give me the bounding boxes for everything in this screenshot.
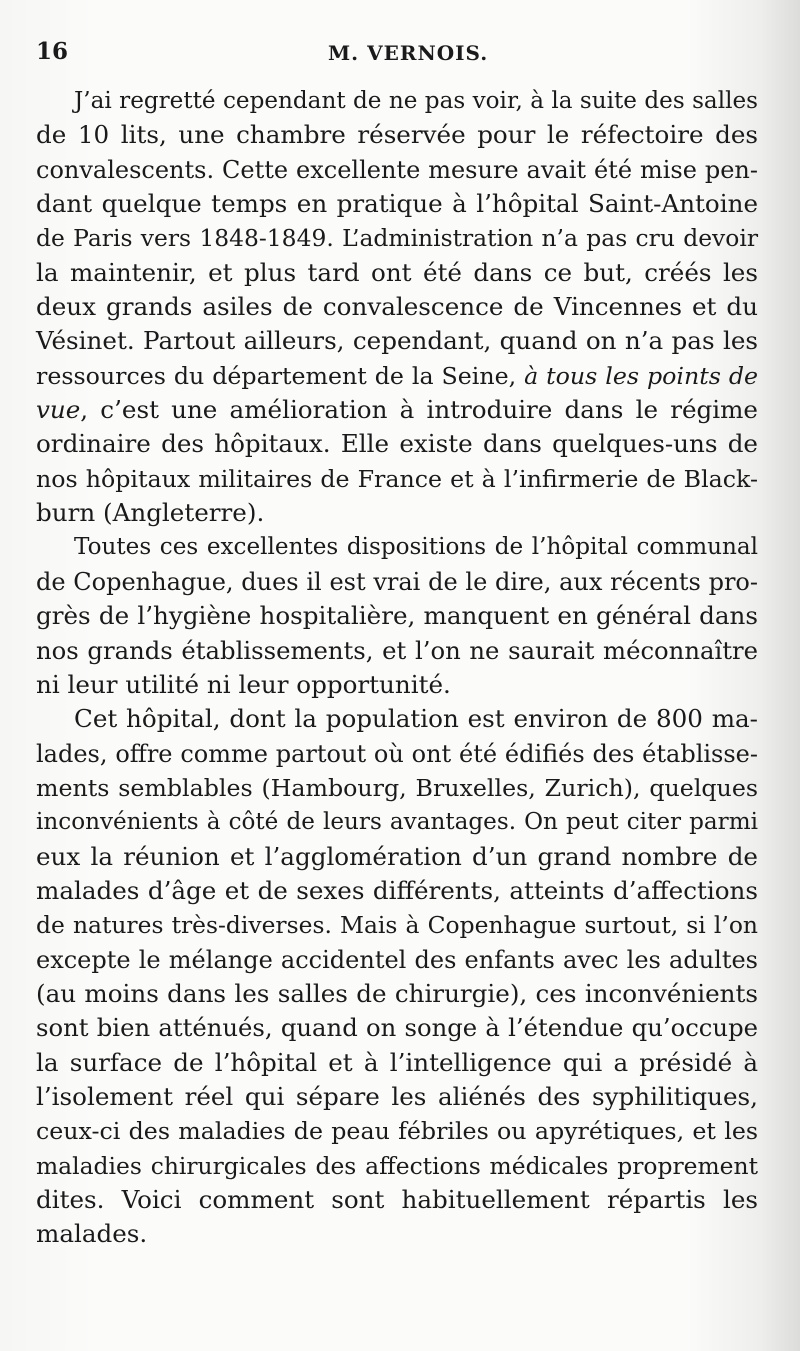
text-line: dant quelque temps en pratique à l’hôpital Saint-Antoine	[36, 189, 758, 219]
text-line: ordinaire des hôpitaux. Elle existe dans quelques-uns de	[36, 429, 758, 459]
paragraph-3	[36, 702, 758, 1252]
italic-phrase: vue	[36, 395, 81, 425]
text-line: ni leur utilité ni leur opportunité.	[36, 669, 451, 699]
text-line: l’isolement réel qui sépare les aliénés des syphilitiques,	[36, 1081, 758, 1111]
text-line: la surface de l’hôpital et à l’intelligence qui a présidé à	[36, 1047, 758, 1077]
text-segment: , c’est une amélioration à introduire dans le régime	[80, 395, 758, 425]
text-line: nos hôpitaux militaires de France et à l’infirmerie de Black-	[36, 464, 758, 493]
text-line: la maintenir, et plus tard ont été dans ce but, créés les	[36, 257, 758, 287]
running-head: M. VERNOIS.	[328, 41, 489, 65]
text-line: ments semblables (Hambourg, Bruxelles, Zurich), quelques	[36, 773, 758, 802]
text-line: malades d’âge et de sexes différents, atteints d’affections	[36, 875, 758, 905]
page-number: 16	[36, 38, 69, 65]
paragraph-1	[36, 84, 758, 530]
body-text	[36, 84, 758, 1252]
text-line: de Paris vers 1848-1849. L’administration n’a pas cru devoir	[36, 224, 758, 253]
text-line: lades, offre comme partout où ont été édifiés des établisse-	[36, 739, 758, 768]
text-line: de natures très-diverses. Mais à Copenhague surtout, si l’on	[36, 911, 758, 940]
text-line: malades.	[36, 1219, 148, 1249]
text-line: inconvénients à côté de leurs avantages. On peut citer parmi	[36, 809, 758, 836]
text-line: excepte le mélange accidentel des enfants avec les adultes	[36, 945, 758, 974]
paragraph-2	[36, 530, 758, 702]
text-line: sont bien atténués, quand on songe à l’étendue qu’occupe	[36, 1013, 758, 1043]
text-line: Vésinet. Partout ailleurs, cependant, quand on n’a pas les	[36, 326, 758, 356]
text-line	[36, 359, 758, 393]
text-line: Cet hôpital, dont la population est environ de 800 ma-	[74, 704, 758, 734]
text-line: eux la réunion et l’agglomération d’un grand nombre de	[36, 841, 758, 871]
text-line: grès de l’hygiène hospitalière, manquent en général dans	[36, 601, 758, 631]
text-line: J’ai regretté cependant de ne pas voir, à la suite des salles	[74, 88, 758, 114]
text-line: (au moins dans les salles de chirurgie), ces inconvénients	[36, 978, 758, 1008]
text-line: de Copenhague, dues il est vrai de le dire, aux récents pro-	[36, 567, 758, 596]
text-line: dites. Voici comment sont habituellement répartis les	[36, 1185, 758, 1214]
text-segment: ressources du département de la Seine,	[36, 361, 525, 390]
text-line: nos grands établissements, et l’on ne saurait méconnaître	[36, 635, 758, 665]
page-header	[36, 38, 760, 74]
text-line: deux grands asiles de convalescence de Vincennes et du	[36, 292, 758, 322]
text-line: de 10 lits, une chambre réservée pour le réfectoire des	[36, 120, 758, 150]
italic-phrase: à tous les points de	[524, 361, 759, 390]
text-line: Toutes ces excellentes dispositions de l’hôpital communal	[74, 534, 758, 561]
text-line: ceux-ci des maladies de peau fébriles ou apyrétiques, et les	[36, 1117, 758, 1146]
text-line: burn (Angleterre).	[36, 498, 265, 528]
text-line	[36, 393, 758, 427]
text-line: maladies chirurgicales des affections médicales proprement	[36, 1151, 758, 1180]
text-line: convalescents. Cette excellente mesure avait été mise pen-	[36, 155, 758, 184]
